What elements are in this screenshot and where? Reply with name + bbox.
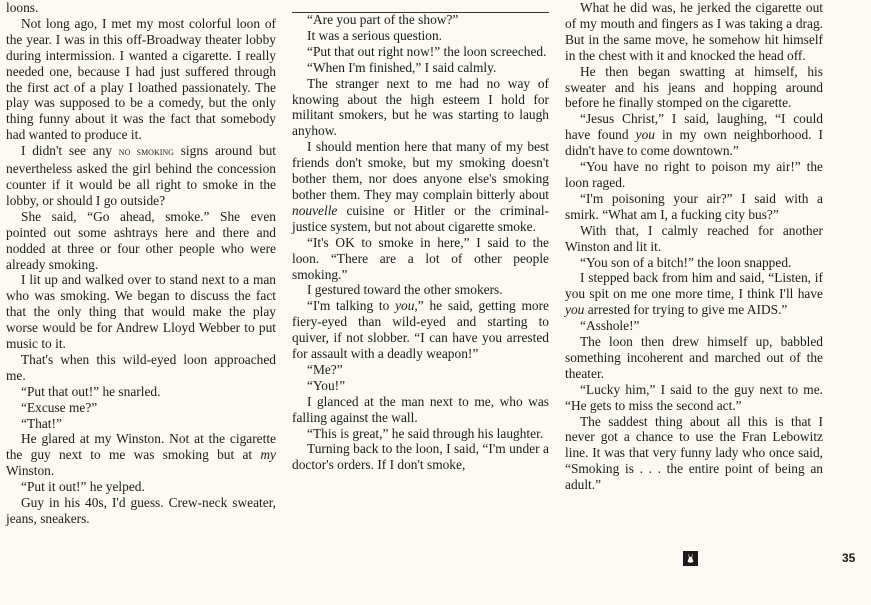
column-3 (565, 0, 823, 493)
paragraph: “Asshole!” (580, 318, 640, 334)
paragraph: I glanced at the man next to me, who was falling against the wall. (292, 393, 549, 425)
paragraph: With that, I calmly reached for another Winston and lit it. (565, 222, 823, 254)
paragraph: “Put that out!” he snarled. (21, 383, 161, 399)
paragraph: I stepped back from him and said, “Listen, if you spit on me one more time, I think I'll have you arrested for trying to give me AIDS.” (565, 270, 823, 318)
paragraph: That's when this wild-eyed loon approached me. (6, 351, 276, 383)
paragraph: Guy in his 40s, I'd guess. Crew-neck sweater, jeans, sneakers. (6, 495, 276, 526)
paragraph: He glared at my Winston. Not at the cigarette the guy next to me was smoking but at my Winston. (6, 431, 276, 479)
paragraph: She said, “Go ahead, smoke.” She even pointed out some ashtrays here and there and nodded at three or four other people who were already smoking. (6, 208, 276, 272)
paragraph: I lit up and walked over to stand next to a man who was smoking. We began to discuss the fact that the only thing that would make the play worse would be for Andrew Lloyd Webber to put music to it. (6, 272, 276, 352)
paragraph: The saddest thing about all this is that I never got a chance to use the Fran Lebowitz line. It was that very funny lady who once said, “Smoking is . . . the entire point of being an adult.” (565, 413, 823, 493)
paragraph: “You!” (307, 377, 346, 393)
paragraph: I should mention here that many of my best friends don't smoke, but my smoking doesn't bother them, nor does anyone else's smoking bother them. They may complain bitterly about nouvelle cuisine or Hitler or the criminal-justice system, but not about cigarette smoke. (292, 139, 549, 234)
paragraph: “When I'm finished,” I said calmly. (307, 59, 497, 75)
paragraph: Not long ago, I met my most colorful loon of the year. I was in this off-Broadway theater lobby during intermission. I wanted a cigarette. I really needed one, because I had just suffered through the first act of a play I loathed passionately. The play was supposed to be a comedy, but the only thing funny about it was the fact that somebody had wanted to produce it. (6, 15, 276, 143)
paragraph: “That!” (21, 415, 62, 431)
paragraph: What he did was, he jerked the cigarette out of my mouth and fingers as I was taking a drag. But in the same move, he somehow hit himself in the chest with it and knocked the head off. (565, 0, 823, 63)
paragraph: “This is great,” he said through his laughter. (307, 425, 544, 441)
paragraph: “Jesus Christ,” I said, laughing, “I could have found you in my own neighborhood. I didn't have to come downtown.” (565, 111, 823, 159)
paragraph: “Put that out right now!” the loon screeched. (307, 43, 547, 59)
paragraph: “Are you part of the show?” (307, 12, 459, 27)
paragraph: “Excuse me?” (21, 399, 98, 415)
playboy-bunny-icon (683, 551, 698, 566)
paragraph: loons. (6, 0, 39, 15)
end-mark (683, 549, 698, 567)
paragraph: “You son of a bitch!” the loon snapped. (580, 254, 792, 270)
paragraph: “Lucky him,” I said to the guy next to me. “He gets to miss the second act.” (565, 381, 823, 413)
no-smoking-sign-text: no smoking (118, 146, 174, 159)
page-number: 35 (842, 551, 856, 565)
paragraph: “Me?” (307, 361, 343, 377)
column-1 (6, 0, 276, 527)
paragraph: I didn't see any no smoking signs around but nevertheless asked the girl behind the concession counter if it would be all right to smoke in the lobby, or should I go outside? (6, 143, 276, 208)
paragraph: I gestured toward the other smokers. (307, 282, 503, 298)
paragraph: “You have no right to poison my air!” the loon raged. (565, 159, 823, 190)
paragraph: It was a serious question. (307, 27, 442, 43)
paragraph: “Put it out!” he yelped. (21, 479, 145, 495)
paragraph: The loon then drew himself up, babbled something incoherent and marched out of the theater. (565, 334, 823, 381)
paragraph: Turning back to the loon, I said, “I'm under a doctor's orders. If I don't smoke, (292, 441, 549, 473)
paragraph: “I'm talking to you,” he said, getting more fiery-eyed than wild-eyed and starting to quiver, if not slobber. “I can have you arrested for assault with a deadly weapon!” (292, 298, 549, 362)
paragraph: “It's OK to smoke in here,” I said to the loon. “There are a lot of other people smoking.” (292, 234, 549, 282)
column-2 (292, 12, 549, 473)
paragraph: “I'm poisoning your air?” I said with a smirk. “What am I, a fucking city bus?” (565, 190, 823, 222)
paragraph: He then began swatting at himself, his sweater and his jeans and hopping around before he finally stomped on the cigarette. (565, 63, 823, 111)
paragraph: The stranger next to me had no way of knowing about the high esteem I hold for militant smokers, but he was starting to laugh anyhow. (292, 75, 549, 139)
